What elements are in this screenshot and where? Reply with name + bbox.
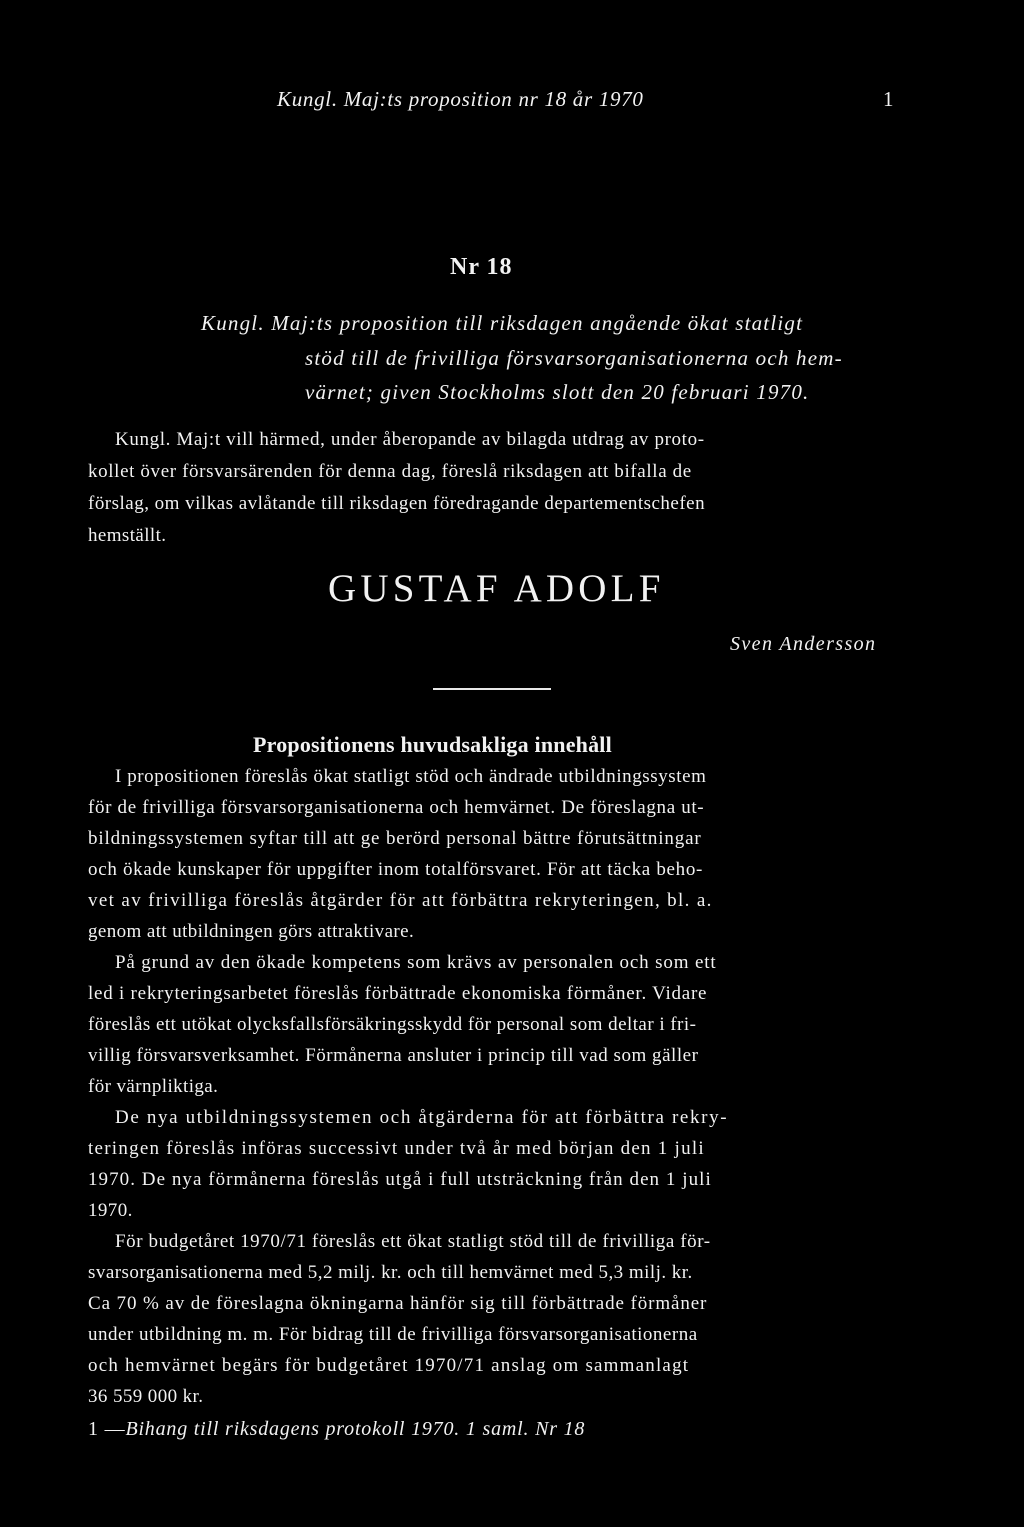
- body-line: På grund av den ökade kompetens som krävs av personalen och som ett: [115, 952, 717, 973]
- body-line: 1970.: [88, 1200, 133, 1221]
- intro-line: Kungl. Maj:t vill härmed, under åberopande av bilagda utdrag av proto-: [115, 429, 705, 450]
- intro-line: hemställt.: [88, 525, 167, 546]
- intro-line: kollet över försvarsärenden för denna dag, föreslå riksdagen att bifalla de: [88, 461, 692, 482]
- minister-signature: Sven Andersson: [730, 633, 877, 655]
- body-line: föreslås ett utökat olycksfallsförsäkringsskydd för personal som deltar i fri-: [88, 1014, 697, 1035]
- body-line: Ca 70 % av de föreslagna ökningarna hänför sig till förbättrade förmåner: [88, 1293, 708, 1314]
- body-line: I propositionen föreslås ökat statligt stöd och ändrade utbildningssystem: [115, 766, 707, 787]
- body-line: De nya utbildningssystemen och åtgärderna för att förbättra rekry-: [115, 1107, 729, 1128]
- document-number: Nr 18: [450, 254, 513, 280]
- subtitle-line: Kungl. Maj:ts proposition till riksdagen angående ökat statligt: [201, 311, 804, 335]
- body-line: led i rekryteringsarbetet föreslås förbättrade ekonomiska förmåner. Vidare: [88, 983, 708, 1004]
- section-heading: Propositionens huvudsakliga innehåll: [253, 732, 612, 757]
- subtitle-line: stöd till de frivilliga försvarsorganisationerna och hem-: [305, 346, 843, 370]
- footer-text: Bihang till riksdagens protokoll 1970. 1 saml. Nr 18: [125, 1418, 586, 1440]
- body-line: bildningssystemen syftar till att ge berörd personal bättre förutsättningar: [88, 828, 702, 849]
- footer: [88, 1418, 585, 1441]
- body-line: och hemvärnet begärs för budgetåret 1970/71 anslag om sammanlagt: [88, 1355, 690, 1376]
- body-line: under utbildning m. m. För bidrag till de frivilliga försvarsorganisationerna: [88, 1324, 698, 1345]
- body-line: vet av frivilliga föreslås åtgärder för att förbättra rekryteringen, bl. a.: [88, 890, 713, 911]
- signature-name: GUSTAF ADOLF: [328, 567, 665, 610]
- page-number: 1: [883, 87, 894, 111]
- body-line: för värnpliktiga.: [88, 1076, 219, 1097]
- body-line-final: 36 559 000 kr.: [88, 1386, 204, 1407]
- subtitle-line: värnet; given Stockholms slott den 20 februari 1970.: [305, 380, 810, 404]
- footer-number: 1: [88, 1418, 99, 1440]
- body-line: 1970. De nya förmånerna föreslås utgå i full utsträckning från den 1 juli: [88, 1169, 712, 1190]
- body-line: För budgetåret 1970/71 föreslås ett ökat statligt stöd till de frivilliga för-: [115, 1231, 711, 1252]
- body-line: villig försvarsverksamhet. Förmånerna ansluter i princip till vad som gäller: [88, 1045, 699, 1066]
- body-line: svarsorganisationerna med 5,2 milj. kr. och till hemvärnet med 5,3 milj. kr.: [88, 1262, 693, 1283]
- body-line: för de frivilliga försvarsorganisationerna och hemvärnet. De föreslagna ut-: [88, 797, 705, 818]
- divider-rule: [433, 688, 551, 690]
- body-line: och ökade kunskaper för uppgifter inom totalförsvaret. För att täcka beho-: [88, 859, 704, 880]
- body-line: teringen föreslås införas successivt under två år med början den 1 juli: [88, 1138, 705, 1159]
- running-header-title: Kungl. Maj:ts proposition nr 18 år 1970: [277, 87, 644, 111]
- footer-dash: —: [104, 1418, 126, 1440]
- body-line: genom att utbildningen görs attraktivare.: [88, 921, 415, 942]
- intro-line: förslag, om vilkas avlåtande till riksdagen föredragande departementschefen: [88, 493, 706, 514]
